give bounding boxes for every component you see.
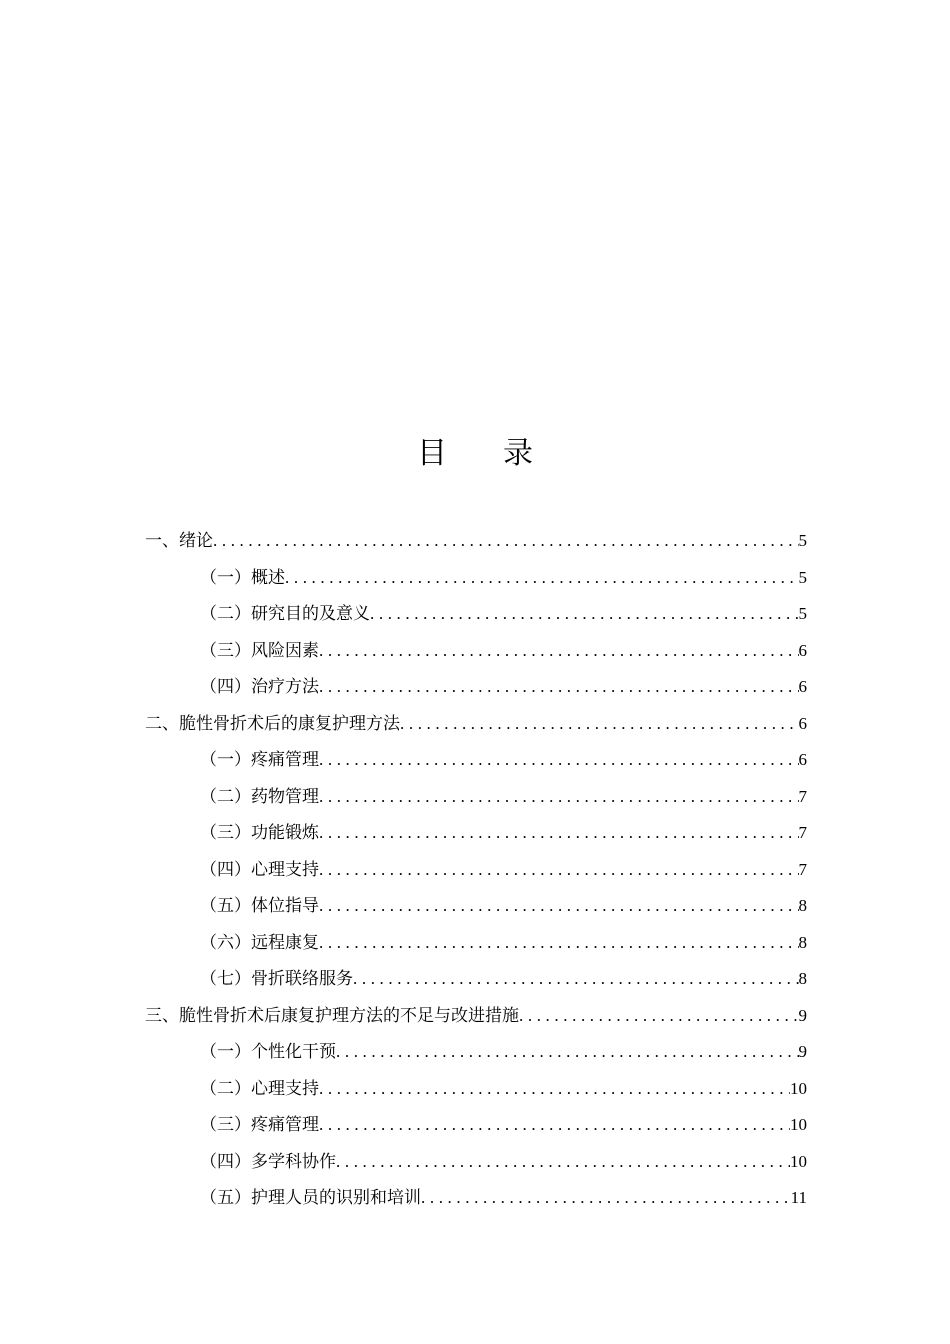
toc-entry-page-number: 5 — [798, 567, 807, 587]
toc-entry-section[interactable] — [200, 596, 807, 632]
toc-entry-section[interactable] — [200, 1071, 807, 1107]
toc-entry-section[interactable] — [200, 560, 807, 596]
toc-entry-chapter[interactable] — [145, 523, 807, 559]
toc-entry-page-number: 6 — [798, 750, 807, 769]
toc-entry-section[interactable] — [200, 1034, 807, 1070]
toc-entry-label: （二）研究目的及意义 — [200, 604, 370, 624]
toc-entry-label: （七）骨折联络服务 — [200, 969, 353, 989]
toc-entry-section[interactable] — [200, 1144, 807, 1180]
toc-entry-page-number: 10 — [790, 1151, 807, 1171]
toc-entry-page-number: 5 — [798, 604, 807, 623]
toc-entry-section[interactable] — [200, 742, 807, 778]
toc-entry-page-number: 10 — [790, 1078, 807, 1098]
toc-leader-dots — [319, 1079, 790, 1099]
toc-entry-label: （四）治疗方法 — [200, 677, 319, 697]
toc-entry-page-number: 6 — [798, 713, 807, 733]
toc-leader-dots — [319, 1115, 790, 1135]
toc-entry-section[interactable] — [200, 633, 807, 669]
toc-entry-page-number: 5 — [798, 531, 807, 550]
toc-entry-label: （二）药物管理 — [200, 786, 319, 807]
toc-entry-label: （一）概述 — [200, 567, 285, 588]
toc-leader-dots — [336, 1042, 799, 1062]
toc-leader-dots — [319, 933, 799, 953]
toc-entry-label: （六）远程康复 — [200, 932, 319, 953]
toc-entry-label: （三）功能锻炼 — [200, 823, 319, 843]
toc-title: 目录 — [417, 436, 589, 471]
toc-entry-page-number: 7 — [798, 823, 807, 842]
toc-entry-label: （五）体位指导 — [200, 896, 319, 916]
toc-entry-section[interactable] — [200, 925, 807, 961]
toc-leader-dots — [421, 1188, 791, 1208]
toc-entry-page-number: 11 — [790, 1188, 807, 1207]
toc-leader-dots — [319, 860, 799, 880]
toc-entry-section[interactable] — [200, 888, 807, 924]
toc-entry-label: 三、脆性骨折术后康复护理方法的不足与改进措施 — [145, 1005, 519, 1026]
toc-entry-label: （三）疼痛管理 — [200, 1115, 319, 1135]
toc-entry-section[interactable] — [200, 779, 807, 815]
toc-entry-page-number: 10 — [790, 1115, 807, 1134]
toc-entry-page-number: 8 — [798, 932, 807, 952]
toc-entry-page-number: 6 — [798, 677, 807, 696]
toc-entry-label: 二、脆性骨折术后的康复护理方法 — [145, 713, 400, 734]
toc-entry-label: （五）护理人员的识别和培训 — [200, 1188, 421, 1208]
toc-leader-dots — [285, 568, 799, 588]
toc-entry-label: 一、绪论 — [145, 531, 213, 551]
toc-entry-label: （四）多学科协作 — [200, 1151, 336, 1172]
toc-leader-dots — [213, 531, 799, 551]
toc-entry-chapter[interactable] — [145, 706, 807, 742]
toc-entry-page-number: 9 — [798, 1005, 807, 1025]
toc-leader-dots — [319, 677, 799, 697]
toc-entry-section[interactable] — [200, 669, 807, 705]
toc-leader-dots — [319, 787, 799, 807]
toc-leader-dots — [319, 823, 799, 843]
toc-entry-page-number: 9 — [798, 1042, 807, 1061]
toc-leader-dots — [319, 641, 799, 661]
toc-entry-page-number: 7 — [798, 786, 807, 806]
toc-entry-label: （一）疼痛管理 — [200, 750, 319, 770]
toc-leader-dots — [370, 604, 799, 624]
toc-entry-section[interactable] — [200, 852, 807, 888]
toc-entry-page-number: 6 — [798, 640, 807, 660]
toc-entry-section[interactable] — [200, 1107, 807, 1143]
toc-entry-section[interactable] — [200, 1180, 807, 1216]
toc-entry-label: （一）个性化干预 — [200, 1042, 336, 1062]
toc-leader-dots — [519, 1006, 799, 1026]
toc-entry-page-number: 7 — [798, 859, 807, 879]
toc-entry-label: （二）心理支持 — [200, 1078, 319, 1099]
toc-leader-dots — [336, 1152, 790, 1172]
toc-entry-page-number: 8 — [798, 969, 807, 988]
toc-leader-dots — [319, 896, 799, 916]
toc-entry-label: （四）心理支持 — [200, 859, 319, 880]
toc-leader-dots — [400, 714, 799, 734]
toc-entry-section[interactable] — [200, 961, 807, 997]
toc-entry-page-number: 8 — [798, 896, 807, 915]
toc-leader-dots — [353, 969, 799, 989]
toc-entry-section[interactable] — [200, 815, 807, 851]
toc-entry-chapter[interactable] — [145, 998, 807, 1034]
toc-leader-dots — [319, 750, 799, 770]
toc-entry-label: （三）风险因素 — [200, 640, 319, 661]
